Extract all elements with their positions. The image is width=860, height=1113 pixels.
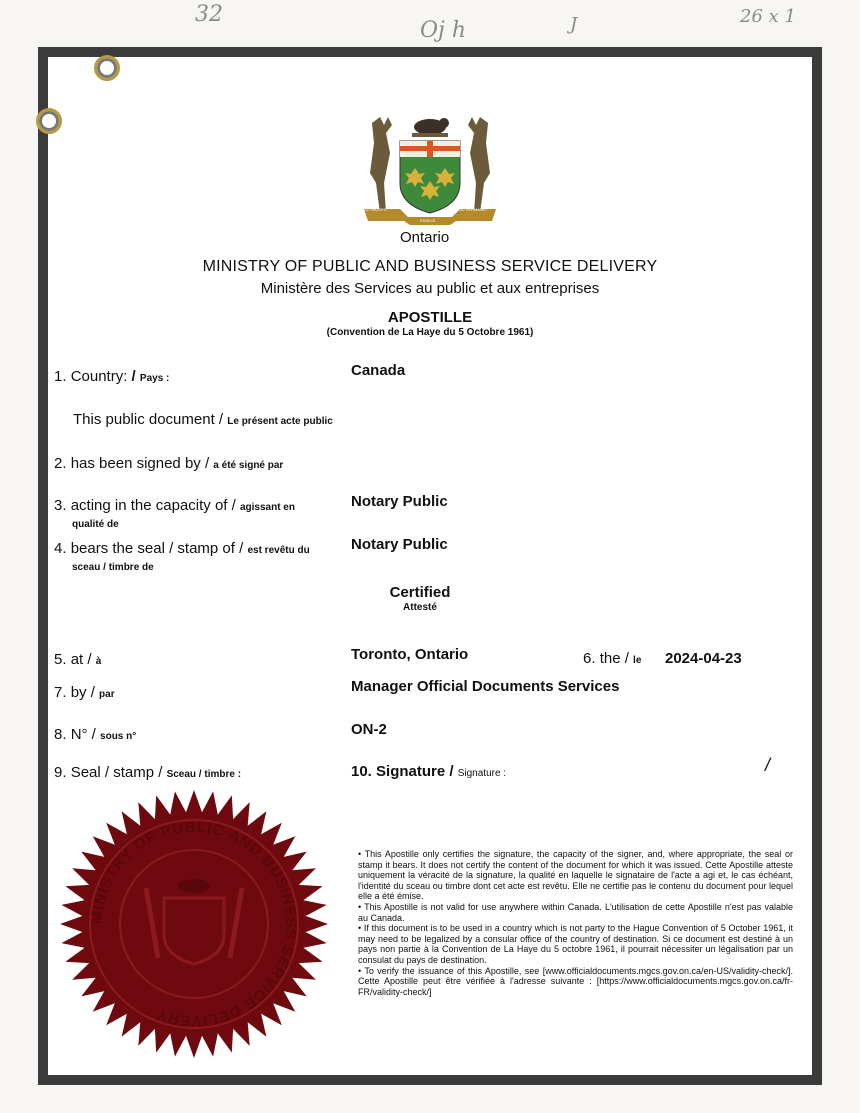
seal-ring-text: MINISTRY OF PUBLIC AND BUSINESS SERVICE DELIVERY <box>88 818 300 1030</box>
redacted-number <box>388 708 518 738</box>
field-signature-label: 10. Signature / Signature : <box>351 763 507 780</box>
field-capacity-label: 3. acting in the capacity of / agissant en qualité de <box>54 497 295 530</box>
field-sealstamp-label: 9. Seal / stamp / Sceau / timbre : <box>54 764 242 781</box>
field-number-label: 8. N° / sous n° <box>54 726 137 743</box>
signature-mark: / <box>765 755 771 775</box>
punch-hole <box>94 55 120 81</box>
field-number-value: ON-2 <box>351 721 387 738</box>
redacted-signature <box>520 735 795 825</box>
note-item: • This Apostille is not valid for use anywhere within Canada. L'utilisation de cette Apostille n'est pas valable au Canada. <box>358 901 793 923</box>
field-date-label: 6. the / le <box>583 650 642 667</box>
field-by-value: Manager Official Documents Services <box>351 678 620 695</box>
public-document-line: This public document / Le présent acte public <box>73 411 333 428</box>
note-item: • This Apostille only certifies the signature, the capacity of the signer, and, where appropriate, the seal or stamp it bears. It does not certify the content of the document for which it was issued. Cette Apostille atteste uniquement la véracité de la signature, la qualité en laquelle le signataire de l'acte a agi et, le cas échéant, l'identité du sceau ou timbre dont cet acte est revêtu. Elle ne certifie pas le contenu du document pour lequel elle a été émise. <box>358 849 793 902</box>
field-place-label: 5. at / à <box>54 651 102 668</box>
province-name: Ontario <box>400 229 450 246</box>
apostille-notes <box>358 849 793 997</box>
handwritten-note: J <box>570 14 578 35</box>
field-by-label: 7. by / par <box>54 684 115 701</box>
punch-hole <box>36 108 62 134</box>
field-seal-value: Notary Public <box>351 536 448 553</box>
ministry-seal-icon <box>58 788 330 1060</box>
note-item: • To verify the issuance of this Apostille, see [www.officialdocuments.mgcs.gov.on.ca/en-US/validity-check/]. Cette Apostille peut être vérifiée à l'adresse suivante : [https://www.officialdocuments.mgcs.gov.on.ca/fr-FR/validity-check/] <box>358 965 793 997</box>
field-capacity-value: Notary Public <box>351 493 448 510</box>
handwritten-note: 26 x 1 <box>740 6 796 27</box>
ontario-coat-of-arms-icon <box>360 113 500 233</box>
handwritten-note: 32 <box>195 2 223 27</box>
motto-center: FIDELIS <box>420 218 436 223</box>
note-item: • If this document is to be used in a country which is not party to the Hague Convention of 5 October 1961, it may need to be legalized by a consular office of the country of destination. Si ce document est destiné à un pays non partie à la Convention de La Haye du 5 octobre 1961, il pourrait nécessiter un légalisation par un consulat du pays de destination. <box>358 923 793 965</box>
convention-subtitle: (Convention de La Haye du 5 Octobre 1961) <box>326 327 534 338</box>
certified-heading: Certified <box>389 584 451 601</box>
field-country-value: Canada <box>351 362 406 379</box>
field-place-value: Toronto, Ontario <box>351 646 469 663</box>
ministry-title-en: MINISTRY OF PUBLIC AND BUSINESS SERVICE DELIVERY <box>202 258 658 275</box>
motto-left: UT INCEPIT <box>365 207 388 212</box>
redacted-signer-name <box>338 443 572 465</box>
document-title: APOSTILLE <box>387 309 473 326</box>
ministry-title-fr: Ministère des Services au public et aux entreprises <box>260 280 600 297</box>
handwritten-note: Oj h <box>420 18 467 43</box>
field-seal-label: 4. bears the seal / stamp of / est revêtu du sceau / timbre de <box>54 540 310 573</box>
field-date-value: 2024-04-23 <box>665 650 742 667</box>
certified-heading-fr: Attesté <box>403 602 437 613</box>
field-country-label: 1. Country: / Pays : <box>54 368 170 385</box>
field-signed-label: 2. has been signed by / a été signé par <box>54 455 284 472</box>
motto-right: SIC PERMANET <box>458 207 489 212</box>
